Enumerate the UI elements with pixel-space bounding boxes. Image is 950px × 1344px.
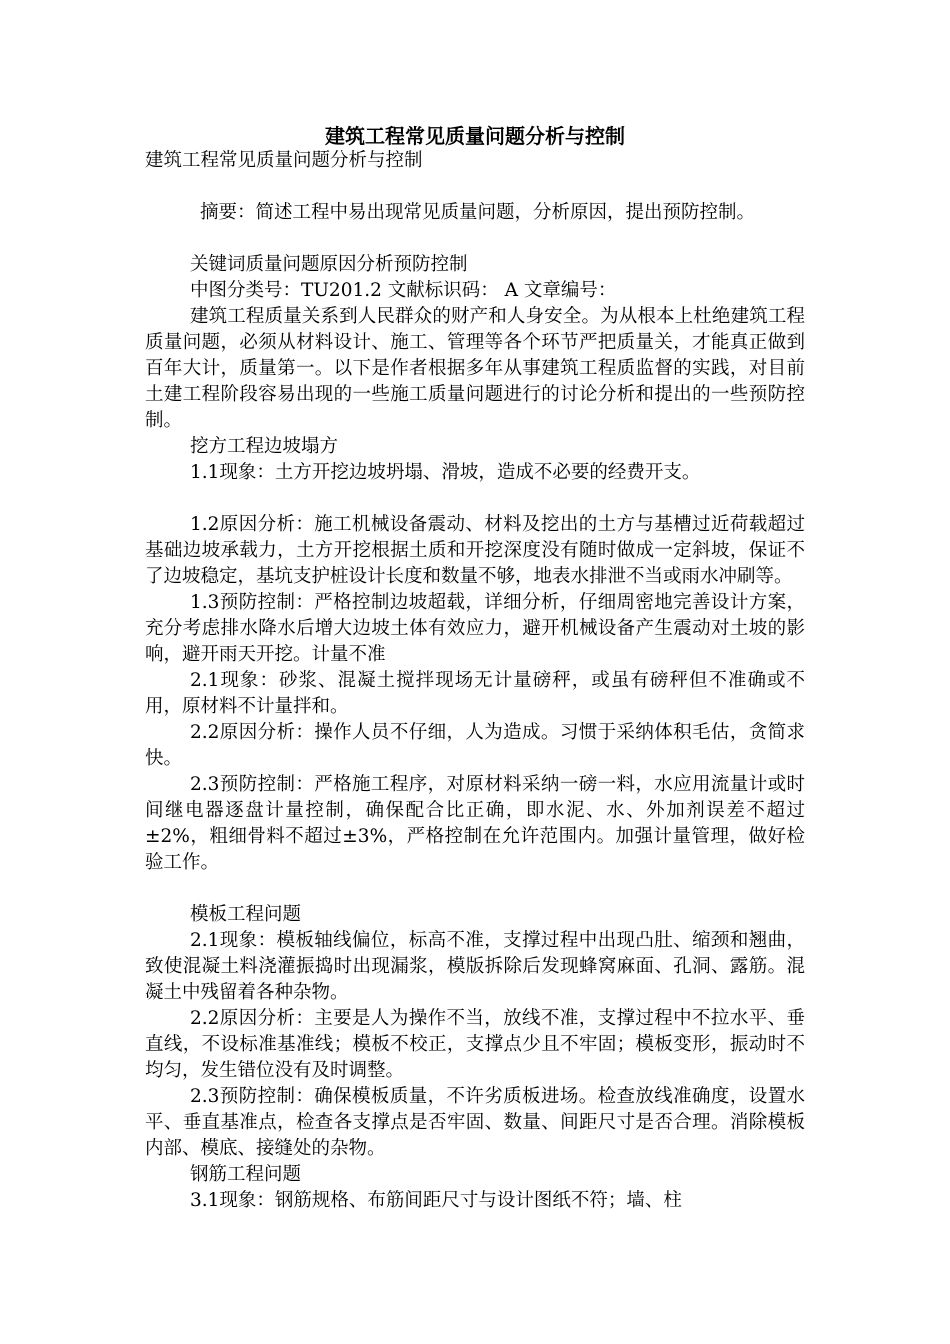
classification-line: 中图分类号：TU201.2 文献标识码： A 文章编号： <box>190 280 617 301</box>
paragraph: 3.1现象：钢筋规格、布筋间距尺寸与设计图纸不符；墙、柱 <box>190 1190 682 1211</box>
blank-line <box>145 486 805 512</box>
keywords-line: 关键词质量问题原因分析预防控制 <box>190 254 468 275</box>
paragraph: 2.2原因分析：操作人员不仔细，人为造成。习惯于采纳体积毛估，贪简求快。 <box>145 722 805 769</box>
section-heading: 挖方工程边坡塌方 <box>190 436 339 457</box>
abstract-paragraph: 摘要：简述工程中易出现常见质量问题，分析原因，提出预防控制。 <box>200 202 756 223</box>
blank-line <box>145 174 805 200</box>
document-title: 建筑工程常见质量问题分析与控制 <box>325 124 625 148</box>
blank-line <box>145 226 805 252</box>
paragraph: 2.1现象：砂浆、混凝土搅拌现场无计量磅秤，或虽有磅秤但不准确或不用，原材料不计量拌和。 <box>145 670 805 717</box>
paragraph: 1.1现象：土方开挖边坡坍塌、滑坡，造成不必要的经费开支。 <box>190 462 701 483</box>
paragraph: 2.3预防控制：严格施工程序，对原材料采纳一磅一料，水应用流量计或时间继电器逐盘计量控制，确保配合比正确，即水泥、水、外加剂误差不超过±2%，粗细骨料不超过±3%，严格控制在允许范围内。加强计量管理，做好检验工作。 <box>145 774 805 873</box>
blank-line <box>145 876 805 902</box>
paragraph: 2.1现象：模板轴线偏位，标高不准，支撑过程中出现凸肚、缩颈和翘曲，致使混凝土料浇灌振捣时出现漏浆，模版拆除后发现蜂窝麻面、孔洞、露筋。混凝土中残留着各种杂物。 <box>145 930 805 1003</box>
paragraph: 2.2原因分析：主要是人为操作不当，放线不准，支撑过程中不拉水平、垂直线，不设标准基准线；模板不校正，支撑点少且不牢固；模板变形，振动时不均匀，发生错位没有及时调整。 <box>145 1008 805 1081</box>
section-heading: 模板工程问题 <box>190 904 302 925</box>
paragraph: 1.2原因分析：施工机械设备震动、材料及挖出的土方与基槽过近荷载超过基础边坡承载力，土方开挖根据土质和开挖深度没有随时做成一定斜坡，保证不了边坡稳定，基坑支护桩设计长度和数量不够，地表水排泄不当或雨水冲刷等。 <box>145 514 805 587</box>
section-heading: 钢筋工程问题 <box>190 1164 302 1185</box>
document-body <box>145 148 805 1214</box>
paragraph: 2.3预防控制：确保模板质量，不许劣质板进场。检查放线准确度，设置水平、垂直基准点，检查各支撑点是否牢固、数量、间距尺寸是否合理。消除模板内部、模底、接缝处的杂物。 <box>145 1086 805 1159</box>
document-subtitle: 建筑工程常见质量问题分析与控制 <box>145 150 423 171</box>
intro-paragraph: 建筑工程质量关系到人民群众的财产和人身安全。为从根本上杜绝建筑工程质量问题，必须从材料设计、施工、管理等各个环节严把质量关，才能真正做到百年大计，质量第一。以下是作者根据多年从事建筑工程质监督的实践，对目前土建工程阶段容易出现的一些施工质量问题进行的讨论分析和提出的一些预防控制。 <box>145 306 805 431</box>
paragraph: 1.3预防控制：严格控制边坡超载，详细分析，仔细周密地完善设计方案，充分考虑排水降水后增大边坡土体有效应力，避开机械设备产生震动对土坡的影响，避开雨天开挖。计量不准 <box>145 592 805 665</box>
